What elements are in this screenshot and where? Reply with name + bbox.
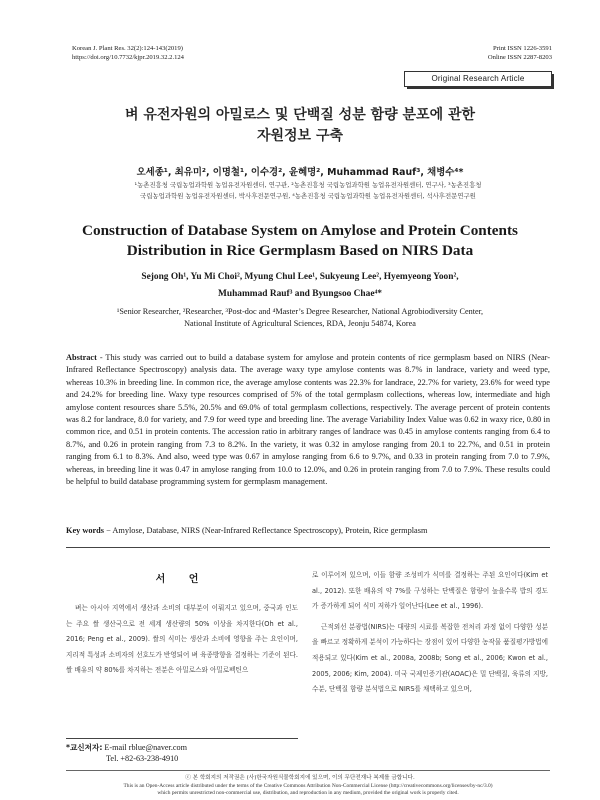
article-type-badge: Original Research Article [404,71,552,87]
korean-title-line2: 자원정보 구축 [256,128,344,144]
keywords-divider [66,547,550,548]
body-column-left [66,570,298,679]
journal-header [72,44,184,62]
korean-title-line1: 벼 유전자원의 아밀로스 및 단백질 성분 함량 분포에 관한 [124,107,476,123]
copyright-notice: ⓒ 본 학회지의 저작권은 (사)한국자원식물학회지에 있으며, 이의 무단전재나 복제를 금합니다. [185,775,415,781]
english-authors-line1: Sejong Oh¹, Yu Mi Choi², Myung Chul Lee¹, Sukyeung Lee², Hyemyeong Yoon², [141,272,459,282]
correspondence [66,742,187,764]
abstract-text: - This study was carried out to build a database system for amylose and protein contents of rice germplasm based on NIRS (Near-Infrared Reflectance Spectroscopy) analysis data. The average waxy type amylose contents was 8.7% in landrace, variety and weed type, whereas 10.3% in breeding line. In common rice, the average amylose contents was 22.3% for landrace, 22.7% for variety, 23.6% for weed type and 24.2% for breeding line. Waxy type resources comprised of 5% of the total germplasm collections, whereas low, intermediate and high amylose content resources share 5.5%, 20.5% and 69.0% of total germplasm collections, respectively. The average percent of protein contents was 8.2 for landrace, 8.0 for variety, and 7.9 for weed type and breeding line. The average Variability Index Value was 0.62 in waxy rice, 0.80 in common rice, and 0.51 in protein contents. The accession ratio in arbitrary ranges of landrace was 0.45 in amylose contents ranging from 6.4 to 8.7%, and 0.26 in protein ranging from 7.3 to 8.2%. In the variety, it was 0.32 in amylose ranging from 20.1 to 22.7%, and 0.51 in protein ranging from 6.1 to 8.3%. And also, weed type was 0.67 in amylose ranging from 6.6 to 9.7%, and 0.33 in protein ranging from 7.0 to 7.9%, whereas, in breeding line it was 0.47 in amylose ranging from 10.0 to 12.0%, and 0.26 in protein ranging from 7.0 to 7.9%. These results could be helpful to build database programming system for germplasm management. [66,353,550,487]
english-title-line1: Construction of Database System on Amylose and Protein Contents [82,222,518,239]
footer-divider [66,770,550,771]
english-affiliation-line2: National Institute of Agricultural Sciences, RDA, Jeonju 54874, Korea [184,319,416,328]
intro-paragraph-1: 벼는 아시아 지역에서 생산과 소비의 대부분이 이뤄지고 있으며, 중국과 인도는 주요 쌀 생산국으로 전 세계 생산량의 50% 이상을 차지한다(Oh et al., 2016; Peng et al., 2009). 쌀의 식미는 생산과 소비에 영향을 주는 요인이며, 지리적 특성과 소비자의 선호도가 반영되어 벼 육종방향을 결정하는 기준이 된다. 쌀 배유의 약 80%를 차지하는 전분은 아밀로스와 아밀로펙틴으 [66,604,298,675]
keywords-label: Key words [66,526,105,535]
print-issn: Print ISSN 1226-3591 [493,45,552,52]
korean-affiliations [66,180,550,202]
issn-header [488,44,552,62]
korean-affiliation-line2: 국립농업과학원 농업유전자원센터, 박사후전문연구원, ⁴농촌진흥청 국립농업과학원 농업유전자원센터, 석사후전문연구원 [140,192,476,200]
korean-authors: 오세종¹, 최유미², 이명철¹, 이수경², 윤혜명², Muhammad Rauf³, 채병수⁴* [136,167,464,178]
doi-link[interactable]: https://doi.org/10.7732/kjpr.2019.32.2.124 [72,54,184,61]
english-title-line2: Distribution in Rice Germplasm Based on NIRS Data [126,242,474,259]
correspondence-label: *교신저자: [66,743,103,752]
correspondence-email[interactable]: E-mail rblue@naver.com [102,743,187,752]
section-heading-introduction: 서 언 [155,574,209,585]
abstract-label: Abstract [66,353,97,362]
body-column-right [312,568,548,698]
abstract [66,352,550,488]
intro-paragraph-1-continued: 로 이루어져 있으며, 이들 함량 조성비가 식미를 결정하는 주된 요인이다(Kim et al., 2012). 또한 배유의 약 7%를 구성하는 단백질은 함량이 높을수록 밥의 경도가 증가하게 되어 식미 저하가 일어난다(Lee et al., 1996). [312,571,548,611]
license-line1: This is an Open-Access article distributed under the terms of the Creative Commons Attribution Non-Commercial License (http://creativecommons.org/licenses/by-nc/3.0) [123,783,493,789]
korean-affiliation-line1: ¹농촌진흥청 국립농업과학원 농업유전자원센터, 연구관, ²농촌진흥청 국립농업과학원 농업유전자원센터, 연구사, ³농촌진흥청 [134,181,482,189]
online-issn: Online ISSN 2287-8203 [487,54,552,61]
journal-citation: Korean J. Plant Res. 32(2):124-143(2019) [72,45,183,52]
english-authors-line2: Muhammad Rauf³ and Byungsoo Chae⁴* [218,289,382,299]
footnote-divider [66,738,298,739]
keywords [66,525,550,537]
intro-paragraph-2: 근적외선 분광법(NIRS)는 대량의 시료를 복잡한 전처리 과정 없이 다양한 성분을 빠르고 정확하게 분석이 가능하다는 장점이 있어 다양한 농작물 품질평가방법에 적용되고 있다(Kim et al., 2008a, 2008b; Song et al., 2006; Kwon et al., 2005, 2006; Kim, 2004). 미국 국제인증기관(AOAC)은 밀 단백질, 육류의 지방, 수분, 단백질 함량 분석법으로 NIRS를 채택하고 있으며, [312,622,548,694]
keywords-text: − Amylose, Database, NIRS (Near-Infrared Reflectance Spectroscopy), Protein, Rice germplasm [104,526,428,535]
correspondence-tel: Tel. +82-63-238-4910 [106,754,179,763]
license-notice [56,783,560,797]
english-affiliation-line1: ¹Senior Researcher, ²Researcher, ³Post-doc and ⁴Master’s Degree Researcher, National Agrobiodiversity Center, [116,307,484,316]
license-line2: which permits unrestricted non-commercial use, distribution, and reproduction in any medium, provided the original work is properly cited. [157,790,459,796]
